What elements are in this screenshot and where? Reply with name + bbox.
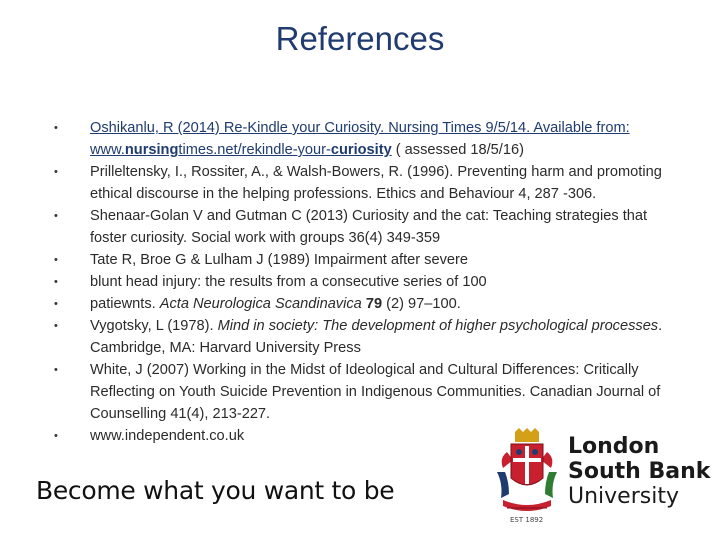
logo-line-university: University <box>568 484 679 509</box>
reference-text: Tate R, Broe G & Lulham J (1989) Impairment after severe <box>90 252 468 268</box>
reference-text: blunt head injury: the results from a consecutive series of 100 <box>90 274 487 290</box>
reference-bold-text: 79 <box>365 296 383 312</box>
reference-link[interactable]: nursing <box>124 142 179 158</box>
bullet-icon: • <box>54 210 58 222</box>
bullet-icon: • <box>54 276 58 288</box>
reference-link[interactable]: times.net/rekindle-your- <box>178 142 331 158</box>
logo-line-london: London <box>568 434 660 459</box>
logo-established: EST 1892 <box>510 516 544 524</box>
reference-link[interactable]: curiosity <box>330 142 392 158</box>
reference-item <box>50 359 670 425</box>
bullet-icon: • <box>54 320 58 332</box>
reference-item <box>50 205 670 249</box>
reference-italic-text: Mind in society: The development of higher psychological processes <box>217 318 659 334</box>
bullet-icon: • <box>54 430 58 442</box>
reference-item <box>50 249 670 271</box>
bullet-icon: • <box>54 254 58 266</box>
bullet-icon: • <box>54 122 58 134</box>
university-crest-icon <box>493 428 561 526</box>
logo-line-south-bank: South Bank <box>568 459 711 484</box>
reference-item <box>50 293 670 315</box>
reference-text: White, J (2007) Working in the Midst of Ideological and Cultural Differences: Critically Reflecting on Youth Suicide Prevention in Indigenous Communities. Canadian Journal of Counselling 41(4), 213-227. <box>90 362 661 422</box>
bullet-icon: • <box>54 166 58 178</box>
reference-italic-text: Acta Neurologica Scandinavica <box>159 296 362 312</box>
reference-item <box>50 271 670 293</box>
reference-item <box>50 161 670 205</box>
reference-text: Shenaar-Golan V and Gutman C (2013) Curiosity and the cat: Teaching strategies that foster curiosity. Social work with groups 36(4) 349-359 <box>90 208 648 246</box>
references-list <box>50 117 670 447</box>
university-wordmark <box>568 434 710 509</box>
bullet-icon: • <box>54 298 58 310</box>
reference-text: Prilleltensky, I., Rossiter, A., & Walsh-Bowers, R. (1996). Preventing harm and promoting ethical discourse in the helping professions. Ethics and Behaviour 4, 287 -306. <box>90 164 662 202</box>
reference-text: . Cambridge, MA: Harvard University Press <box>90 318 663 356</box>
reference-item <box>50 315 670 359</box>
bullet-icon: • <box>54 364 58 376</box>
reference-text: ( assessed 18/5/16) <box>391 142 524 158</box>
page-title: References <box>275 20 445 57</box>
reference-item[interactable] <box>50 117 670 161</box>
reference-text: www.independent.co.uk <box>90 428 245 444</box>
reference-text: patiewnts. <box>90 296 160 312</box>
tagline: Become what you want to be <box>36 476 395 505</box>
reference-text: (2) 97–100. <box>382 296 461 312</box>
reference-link[interactable]: Oshikanlu, R (2014) Re-Kindle your Curiosity. Nursing Times 9/5/14. Available from: www. <box>90 120 630 158</box>
reference-text: Vygotsky, L (1978). <box>90 318 218 334</box>
